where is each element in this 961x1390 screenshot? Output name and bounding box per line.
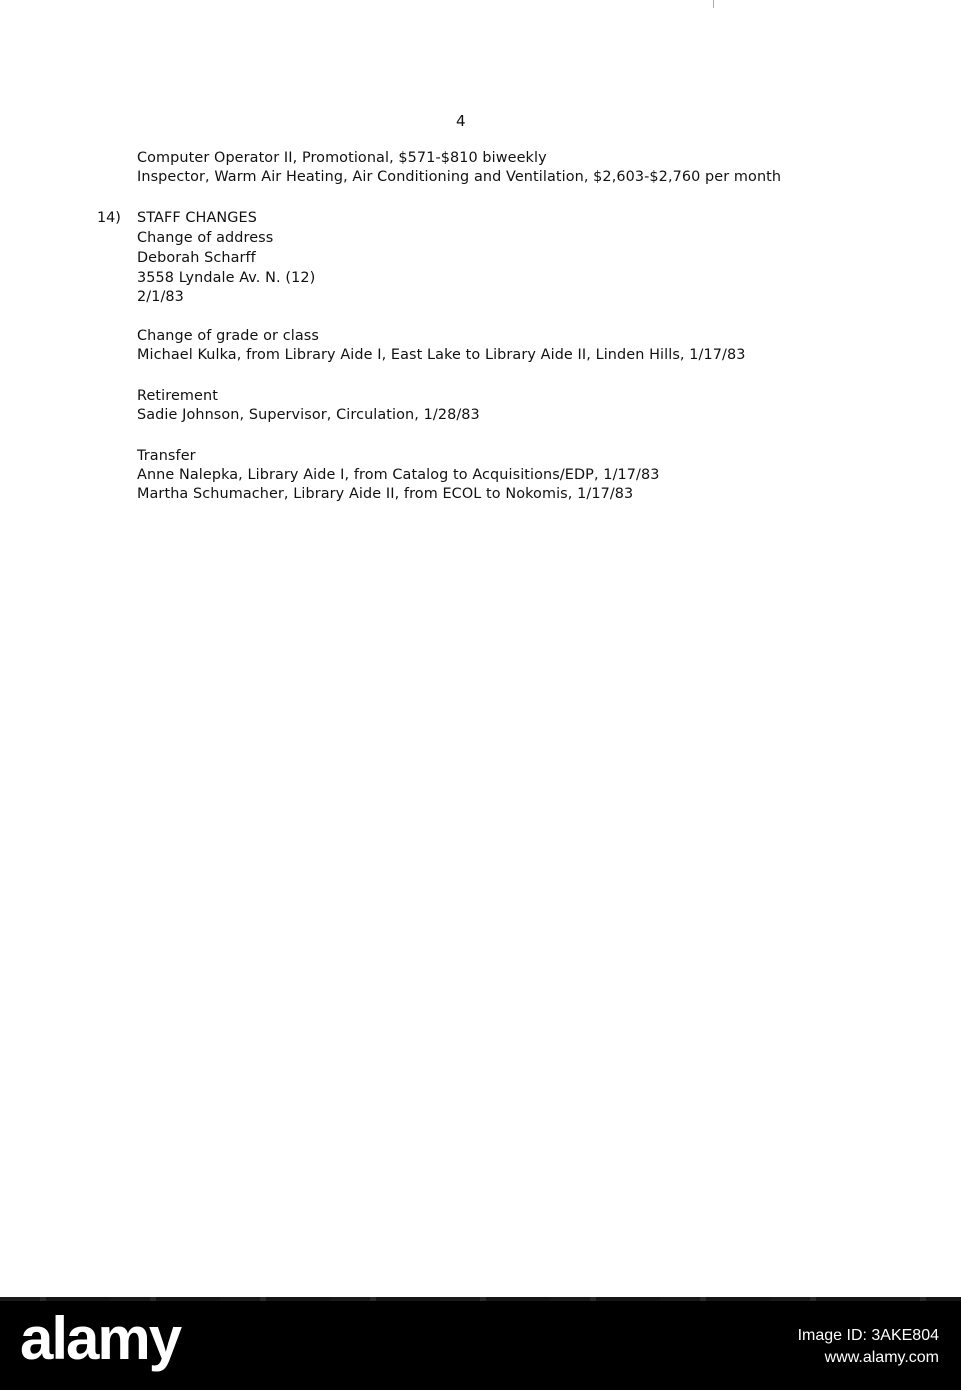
subsection-title: Change of grade or class bbox=[137, 328, 319, 344]
watermark-footer bbox=[0, 1297, 961, 1390]
classification-line: Computer Operator II, Promotional, $571-$810 biweekly bbox=[137, 150, 547, 166]
employee-address: 3558 Lyndale Av. N. (12) bbox=[137, 270, 316, 286]
staff-change-entry: Sadie Johnson, Supervisor, Circulation, 1/28/83 bbox=[137, 407, 480, 423]
staff-change-entry: Michael Kulka, from Library Aide I, East Lake to Library Aide II, Linden Hills, 1/17/83 bbox=[137, 347, 746, 363]
page-number: 4 bbox=[456, 112, 466, 130]
item-number: 14) bbox=[97, 210, 121, 226]
staff-change-entry: Anne Nalepka, Library Aide I, from Catalog to Acquisitions/EDP, 1/17/83 bbox=[137, 467, 660, 483]
section-heading: STAFF CHANGES bbox=[137, 210, 257, 226]
subsection-title: Change of address bbox=[137, 230, 274, 246]
employee-name: Deborah Scharff bbox=[137, 250, 256, 266]
watermark-info bbox=[798, 1325, 939, 1368]
staff-change-entry: Martha Schumacher, Library Aide II, from ECOL to Nokomis, 1/17/83 bbox=[137, 486, 634, 502]
scan-artifact bbox=[713, 0, 714, 8]
watermark-logo: alamy bbox=[20, 1305, 181, 1372]
scan-edge bbox=[0, 1297, 961, 1301]
subsection-title: Transfer bbox=[137, 448, 196, 464]
classification-line: Inspector, Warm Air Heating, Air Conditioning and Ventilation, $2,603-$2,760 per month bbox=[137, 169, 782, 185]
change-date: 2/1/83 bbox=[137, 289, 184, 305]
watermark-site: www.alamy.com bbox=[824, 1348, 939, 1366]
subsection-title: Retirement bbox=[137, 388, 218, 404]
watermark-image-id: Image ID: 3AKE804 bbox=[797, 1327, 939, 1344]
